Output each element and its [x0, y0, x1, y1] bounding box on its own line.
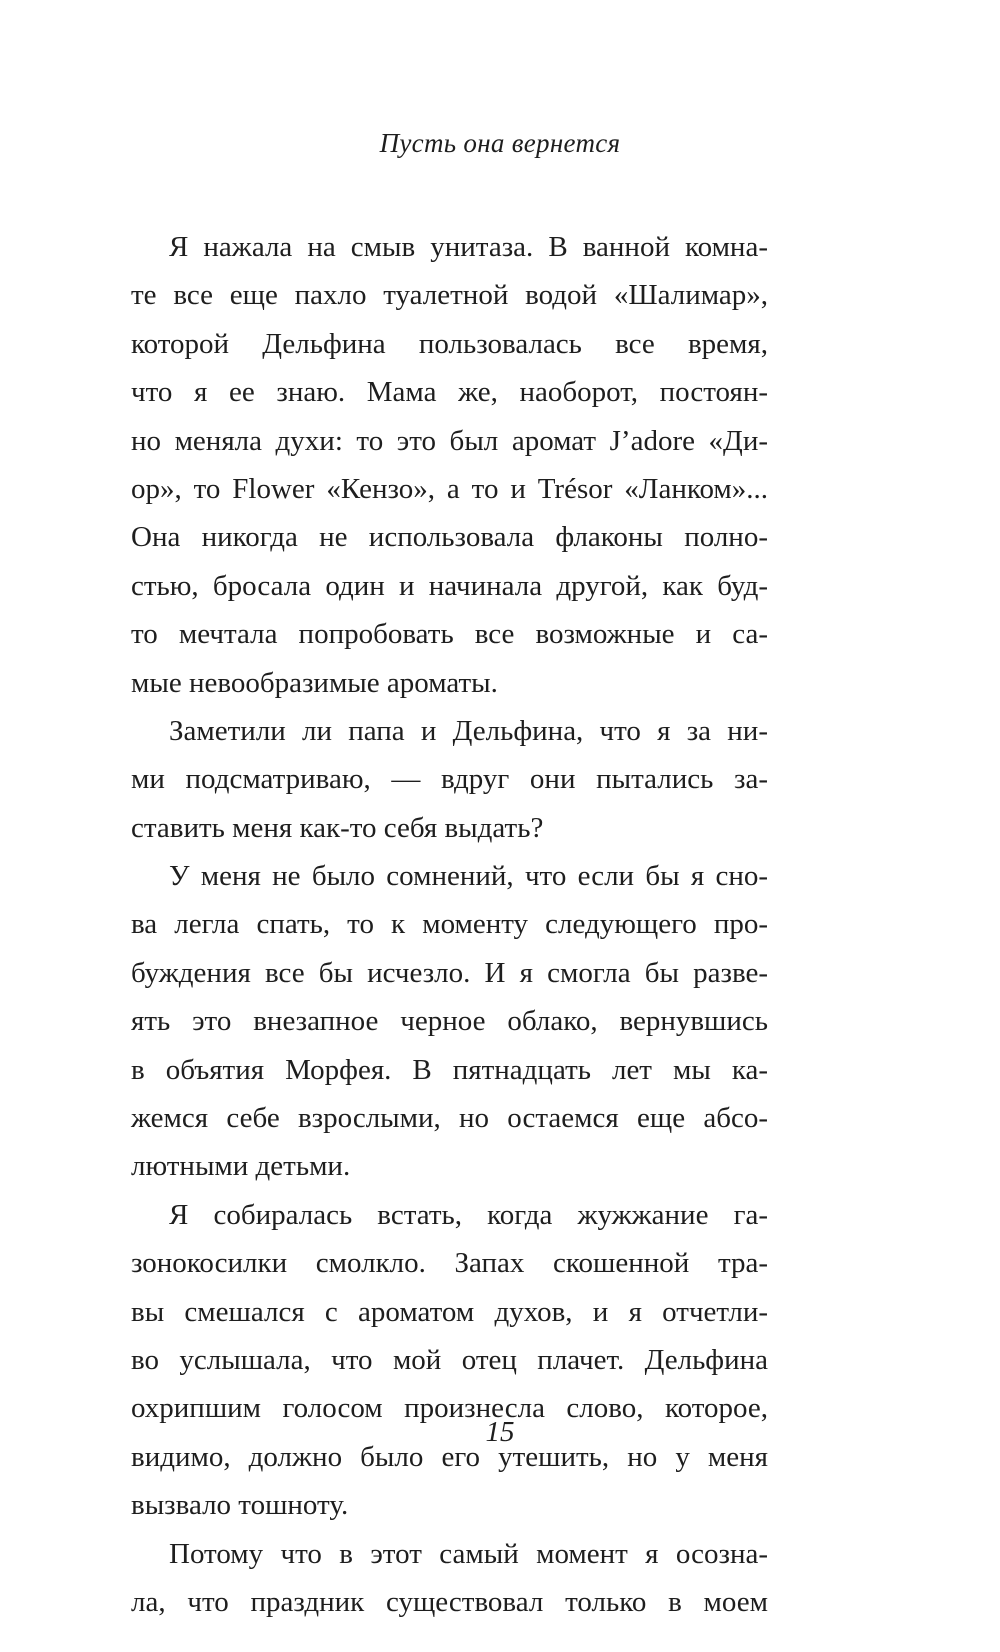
text-line: в объятия Морфея. В пятнадцать лет мы ка- [131, 1053, 768, 1086]
text-line: ять это внезапное черное облако, вернувшись [131, 1005, 768, 1038]
text-line: которой Дельфина пользовалась все время, [131, 327, 768, 360]
text-line: ор», то Flower «Кензо», а то и Trésor «Ланком»... [131, 472, 768, 505]
text-line: те все еще пахло туалетной водой «Шалимар», [131, 279, 768, 312]
text-line: что я ее знаю. Мама же, наоборот, постоян- [131, 376, 768, 409]
running-head: Пусть она вернется [379, 128, 621, 158]
text-line: стью, бросала один и начинала другой, как буд- [131, 569, 768, 602]
text-line: охрипшим голосом произнесла слово, которое, [131, 1392, 768, 1425]
page-number: 15 [485, 1416, 515, 1448]
text-line: ва легла спать, то к моменту следующего про- [131, 908, 768, 941]
text-line: зонокосилки смолкло. Запах скошенной тра- [131, 1247, 768, 1280]
text-line: вызвало тошноту. [131, 1489, 349, 1522]
text-line: ставить меня как-то себя выдать? [131, 811, 544, 844]
text-line: мые невообразимые ароматы. [131, 666, 498, 699]
text-line: Я нажала на смыв унитаза. В ванной комна- [169, 231, 768, 263]
text-line: ми подсматриваю, — вдруг они пытались за- [131, 763, 768, 796]
text-line: Я собиралась встать, когда жужжание га- [169, 1198, 768, 1231]
text-line: лютными детьми. [131, 1150, 351, 1183]
text-line: то мечтала попробовать все возможные и са- [131, 618, 768, 651]
text-line: Заметили ли папа и Дельфина, что я за ни- [169, 714, 768, 747]
text-line: видимо, должно было его утешить, но у меня [131, 1440, 768, 1473]
text-line: вы смешался с ароматом духов, и я отчетли- [131, 1295, 768, 1328]
text-line: жемся себе взрослыми, но остаемся еще абсо- [131, 1102, 768, 1135]
text-line: ла, что праздник существовал только в моем [131, 1585, 768, 1618]
text-line: Она никогда не использовала флаконы полно- [131, 521, 768, 554]
text-line: буждения все бы исчезло. И я смогла бы разве- [131, 956, 768, 989]
text-line: во услышала, что мой отец плачет. Дельфина [131, 1343, 768, 1376]
text-line: У меня не было сомнений, что если бы я сно- [169, 860, 768, 893]
text-line: Потому что в этот самый момент я осозна- [169, 1537, 768, 1570]
text-line: но меняла духи: то это был аромат J’adore «Ди- [131, 424, 768, 457]
